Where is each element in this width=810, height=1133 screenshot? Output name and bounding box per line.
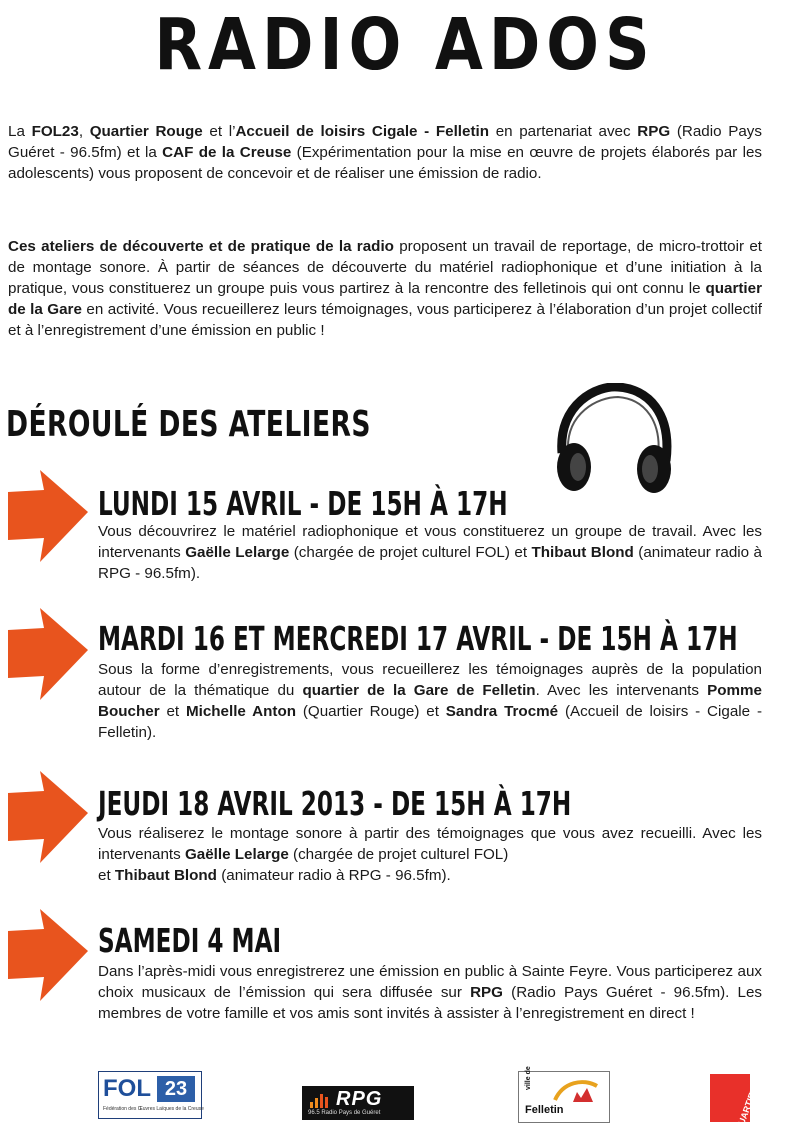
section-title: DÉROULÉ DES ATELIERS [6,404,371,445]
event-3-title: JEUDI 18 AVRIL 2013 - DE 15H À 17H [98,784,572,823]
fol-logo-subtitle: Fédération des Œuvres Laïques de la Creuse [103,1106,204,1112]
fol-logo-number: 23 [157,1076,195,1102]
event-4-text: Dans l’après-midi vous enregistrerez une émission en public à Sainte Feyre. Vous participerez aux choix musicaux de l’émission qui sera diffusée sur RPG (Radio Pays Guéret - 96.5fm). Les membres de votre famille et vos amis sont invités à assister à l’enregistrement en direct ! [98,963,762,1022]
event-1-text: Vous découvrirez le matériel radiophonique et vous constituerez un groupe de travail. Avec les intervenants Gaëlle Lelarge (chargée de projet culturel FOL) et Thibaut Blond (animateur radio à RPG - 96.5fm). [98,523,762,582]
event-3-text: Vous réaliserez le montage sonore à partir des témoignages que vous avez recueilli. Avec les intervenants Gaëlle Lelarge (chargée de projet culturel FOL) et Thibaut Blond (animateur radio à RPG - 96.5fm). [98,825,762,884]
felletin-emblem-icon [553,1076,603,1106]
orange-arrow-icon [0,767,90,867]
rpg-logo-subtitle: 96.5 Radio Pays de Guéret [308,1110,381,1116]
equalizer-icon [310,1092,332,1108]
rpg-logo [302,1086,414,1120]
fol23-logo [98,1071,202,1119]
headphones-icon [548,383,678,495]
intro-paragraph-1: La FOL23, Quartier Rouge et l’Accueil de loisirs Cigale - Felletin en partenariat avec RPG (Radio Pays Guéret - 96.5fm) et la CAF de la Creuse (Expérimentation pour la mise en œuvre de projets élaborés par les adolescents) vous proposent de concevoir et de réaliser une émission de radio. [8,123,762,182]
rpg-logo-name: RPG [336,1088,383,1110]
event-4-title: SAMEDI 4 MAI [98,921,282,960]
event-1-title: LUNDI 15 AVRIL - DE 15H À 17H [98,484,508,523]
event-2-text: Sous la forme d’enregistrements, vous recueillerez les témoignages auprès de la population autour de la thématique du quartier de la Gare de Felletin. Avec les intervenants Pomme Boucher et Michelle Anton (Quartier Rouge) et Sandra Trocmé (Accueil de loisirs - Cigale - Felletin). [98,661,763,741]
orange-arrow-icon [0,604,90,704]
felletin-logo-small: ville de [525,1066,532,1090]
felletin-logo-name: Felletin [525,1104,564,1116]
orange-arrow-icon [0,905,90,1005]
orange-arrow-icon [0,466,90,566]
quartier-rouge-logo-name: QUARTIER ROUGE [733,1051,772,1133]
intro-paragraph-2: Ces ateliers de découverte et de pratique de la radio proposent un travail de reportage, de micro-trottoir et de montage sonore. À partir de séances de découverte du matériel radiophonique et d’une initiation à la pratique, vous constituerez un groupe puis vous partirez à la rencontre des felletinois qui ont connu le quartier de la Gare en activité. Vous recueillerez leurs témoignages, vous participerez à l’élaboration d’un projet collectif et à l’enregistrement d’une émission en public ! [8,238,762,339]
event-2-title: MARDI 16 ET MERCREDI 17 AVRIL - DE 15H À 17H [98,619,738,658]
quartier-rouge-logo [710,1051,772,1133]
fol-logo-name: FOL [103,1075,151,1102]
felletin-logo [518,1066,610,1123]
poster-title: RADIO ADOS [154,2,656,87]
